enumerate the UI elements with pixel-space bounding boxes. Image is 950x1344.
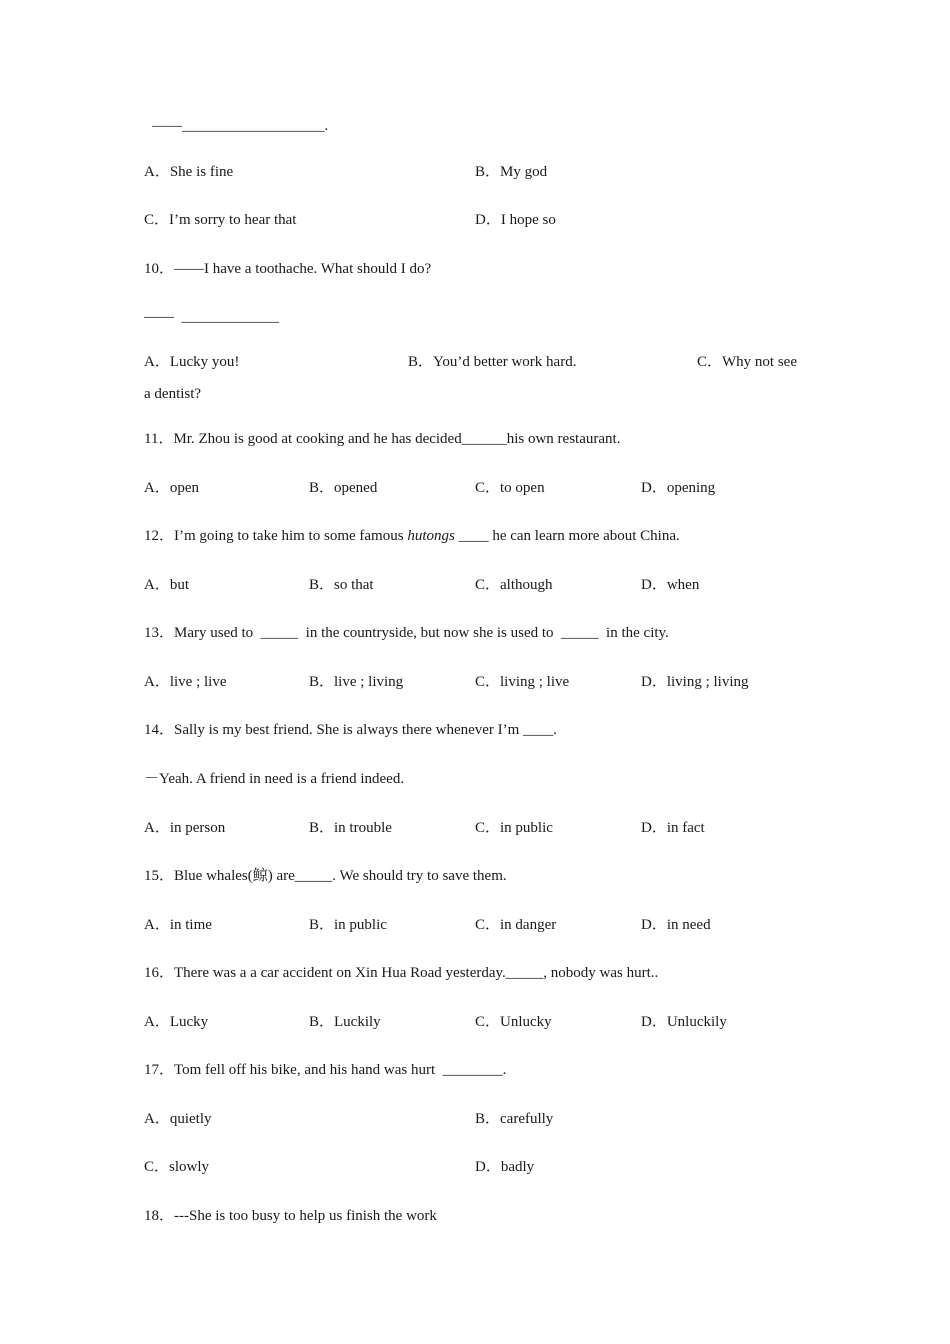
q10-option-c[interactable]: C．Why not see bbox=[697, 354, 797, 370]
q16-option-a[interactable]: A．Lucky bbox=[144, 1014, 209, 1030]
q11-option-b[interactable]: B．opened bbox=[309, 480, 378, 496]
q11-option-a[interactable]: A．open bbox=[144, 480, 199, 496]
q13-option-d[interactable]: D．living ; living bbox=[641, 674, 749, 690]
q12-option-c[interactable]: C．although bbox=[475, 577, 553, 593]
q10-stem: 10．——I have a toothache. What should I do? bbox=[144, 261, 432, 277]
q17-option-c[interactable]: C．slowly bbox=[144, 1159, 210, 1175]
q9-option-b[interactable]: B．My god bbox=[475, 164, 548, 180]
q16-stem: 16．There was a a car accident on Xin Hua Road yesterday._____, nobody was hurt.. bbox=[144, 965, 659, 981]
q15-option-d[interactable]: D．in need bbox=[641, 917, 711, 933]
q9-option-a[interactable]: A．She is fine bbox=[144, 164, 234, 180]
q13-stem: 13．Mary used to _____ in the countryside, but now she is used to _____ in the city. bbox=[144, 625, 669, 641]
q17-option-d[interactable]: D．badly bbox=[475, 1159, 535, 1175]
q15-stem: 15．Blue whales(鲸) are_____. We should try to save them. bbox=[144, 868, 507, 884]
q14-option-d[interactable]: D．in fact bbox=[641, 820, 705, 836]
q18-stem: 18．---She is too busy to help us finish the work bbox=[144, 1208, 437, 1224]
q10-answer-prompt: —— _____________ bbox=[144, 309, 279, 325]
q13-option-a[interactable]: A．live ; live bbox=[144, 674, 227, 690]
q9-option-d[interactable]: D．I hope so bbox=[475, 212, 556, 228]
q11-option-d[interactable]: D．opening bbox=[641, 480, 716, 496]
q10-option-a[interactable]: A．Lucky you! bbox=[144, 354, 240, 370]
q12-stem bbox=[144, 526, 680, 546]
q17-option-a[interactable]: A．quietly bbox=[144, 1111, 212, 1127]
q16-option-d[interactable]: D．Unluckily bbox=[641, 1014, 727, 1030]
q16-option-c[interactable]: C．Unlucky bbox=[475, 1014, 552, 1030]
q11-option-c[interactable]: C．to open bbox=[475, 480, 545, 496]
q14-reply: －Yeah. A friend in need is a friend indeed. bbox=[144, 771, 405, 787]
q9-answer-prompt: ——___________________. bbox=[152, 118, 329, 134]
q12-stem-after: ____ he can learn more about China. bbox=[454, 528, 680, 544]
q14-option-b[interactable]: B．in trouble bbox=[309, 820, 392, 836]
q16-option-b[interactable]: B．Luckily bbox=[309, 1014, 381, 1030]
q14-stem: 14．Sally is my best friend. She is always there whenever I’m ____. bbox=[144, 722, 557, 738]
q17-stem: 17．Tom fell off his bike, and his hand was hurt ________. bbox=[144, 1062, 507, 1078]
q17-option-b[interactable]: B．carefully bbox=[475, 1111, 554, 1127]
q10-option-b[interactable]: B．You’d better work hard. bbox=[408, 354, 577, 370]
q12-stem-before: 12．I’m going to take him to some famous bbox=[144, 528, 408, 544]
q10-option-c-continued: a dentist? bbox=[144, 386, 202, 402]
q13-option-c[interactable]: C．living ; live bbox=[475, 674, 570, 690]
q15-option-c[interactable]: C．in danger bbox=[475, 917, 557, 933]
q13-option-b[interactable]: B．live ; living bbox=[309, 674, 404, 690]
q15-option-a[interactable]: A．in time bbox=[144, 917, 212, 933]
q12-stem-italic: hutongs bbox=[407, 528, 455, 544]
q11-stem: 11．Mr. Zhou is good at cooking and he has decided______his own restaurant. bbox=[144, 431, 621, 447]
q14-option-c[interactable]: C．in public bbox=[475, 820, 553, 836]
q12-option-d[interactable]: D．when bbox=[641, 577, 700, 593]
q15-option-b[interactable]: B．in public bbox=[309, 917, 387, 933]
q12-option-b[interactable]: B．so that bbox=[309, 577, 374, 593]
q14-option-a[interactable]: A．in person bbox=[144, 820, 226, 836]
q9-option-c[interactable]: C．I’m sorry to hear that bbox=[144, 212, 297, 228]
q12-option-a[interactable]: A．but bbox=[144, 577, 190, 593]
